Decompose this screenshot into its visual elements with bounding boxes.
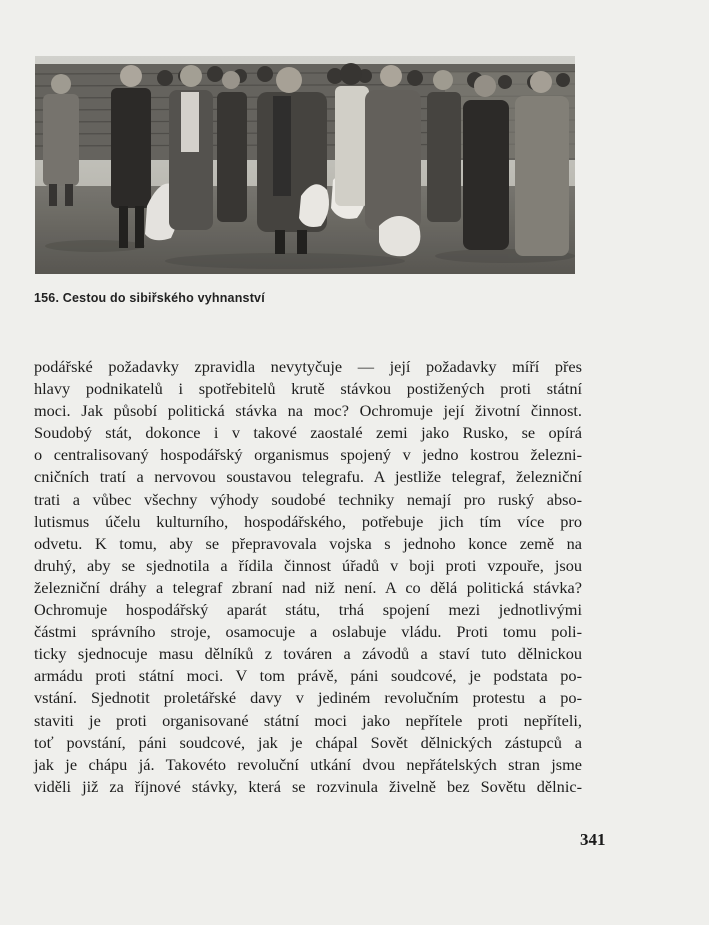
- text-line: lutismus účelu kulturního, hospodářského, potřebuje jich tím více pro: [34, 511, 582, 531]
- text-line: toť povstání, páni soudcové, jak je chápal Sovět dělnických zástupců a: [34, 732, 582, 752]
- text-line: ticky sjednocuje masu dělníků z továren a závodů a staví tuto dělnickou: [34, 644, 582, 664]
- figure-photo: [35, 56, 575, 274]
- text-line: částmi správního stroje, osamocuje a oslabuje vládu. Proti tomu poli-: [34, 622, 582, 642]
- page-number: 341: [580, 830, 606, 849]
- text-line: o centralisovaný hospodářský organismus spojený v jedno kostrou železni-: [34, 445, 582, 465]
- text-line: moci. Jak působí politická stávka na moc? Ochromuje její životní činnost.: [34, 401, 582, 421]
- text-line: trati a vůbec všechny výhody soudobé techniky nemají pro ruský abso-: [34, 489, 582, 509]
- text-line: armádu proti státní moci. V tom právě, páni soudcové, je podstata po-: [34, 666, 582, 686]
- text-line: cničních tratí a nervovou soustavou telegrafu. A jestliže telegraf, železniční: [34, 467, 582, 487]
- text-line: viděli již za říjnové stávky, která se rozvinula živelně bez Sovětu dělnic-: [34, 776, 582, 796]
- figure-caption: 156. Cestou do sibiřského vyhnanství: [34, 291, 265, 305]
- text-line: odvetu. K tomu, aby se přepravovala vojska s jednoho konce země na: [34, 533, 582, 553]
- text-line: hlavy podnikatelů i spotřebitelů krutě stávkou postižených proti státní: [34, 379, 582, 399]
- text-line: vstání. Sjednotit proletářské davy v jediném revolučním protestu a po-: [34, 688, 582, 708]
- text-line: staviti je proti organisované státní moci jako nepřítele proti nepříteli,: [34, 710, 582, 730]
- text-line: podářské požadavky zpravidla nevytyčuje — její požadavky míří přes: [34, 357, 582, 376]
- text-line: Ochromuje hospodářský aparát státu, trhá spojení mezi jednotlivými: [34, 600, 582, 620]
- text-line: železniční dráhy a telegraf zbraní nad niž není. A co dělá politická stávka?: [34, 577, 582, 597]
- text-line: Soudobý stát, dokonce i v takové zaostalé zemi jako Rusko, se opírá: [34, 423, 582, 443]
- text-line: druhý, aby se sjednotila a řídila činnost úřadů v boji proti vzpouře, jsou: [34, 555, 582, 575]
- text-line: jak je chápu já. Takovéto revoluční utkání dvou nepřátelských stran jsme: [34, 754, 582, 774]
- body-text: [34, 356, 582, 798]
